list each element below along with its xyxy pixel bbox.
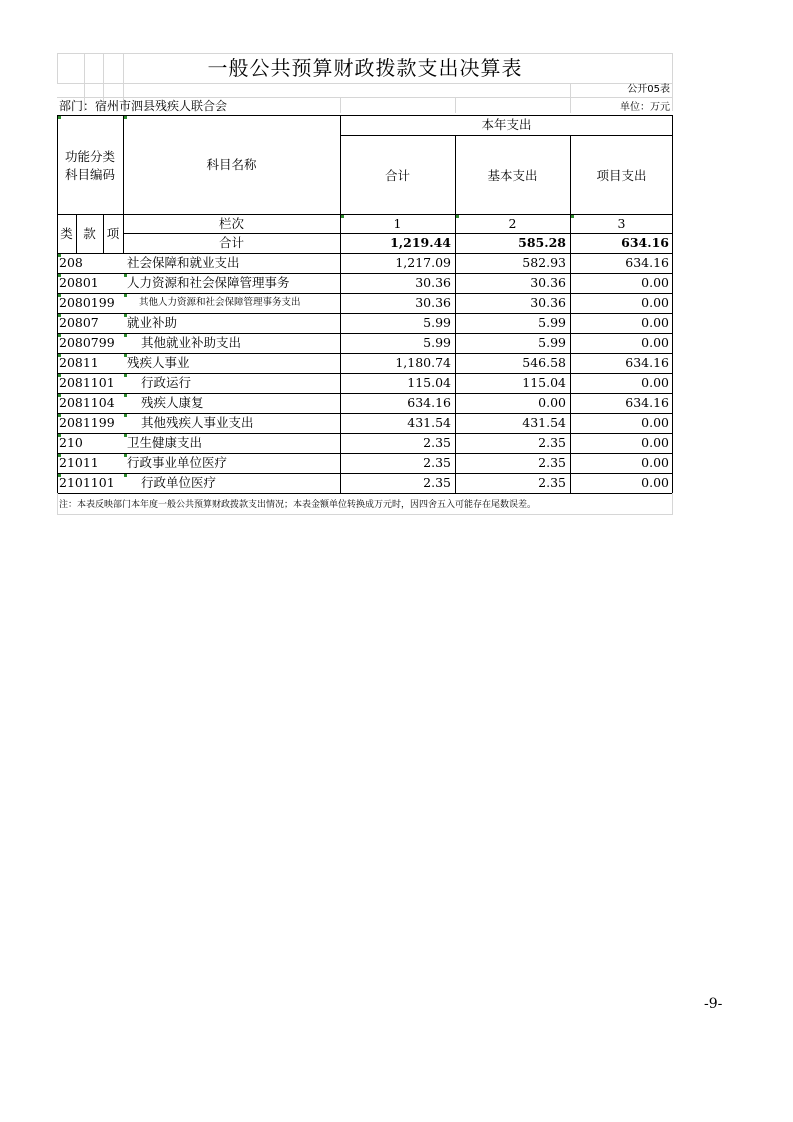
project-header: 项目支出 [596,168,647,183]
row-basic: 2.35 [538,475,566,490]
lei-header: 类 [60,226,73,241]
row-project: 0.00 [641,335,669,350]
row-project: 634.16 [625,255,669,270]
row-name: 行政事业单位医疗 [127,455,228,470]
row-basic: 5.99 [538,335,566,350]
row-code: 208 [59,255,83,270]
row-code: 2101101 [59,475,115,490]
row-basic: 582.93 [522,255,566,270]
row-code: 2081101 [59,375,115,390]
row-name: 其他就业补助支出 [141,335,242,350]
row-total: 30.36 [415,275,451,290]
row-basic: 30.36 [530,295,566,310]
row-basic: 431.54 [522,415,566,430]
row-code: 20807 [59,315,99,330]
page-number: -9- [704,996,723,1012]
row-project: 0.00 [641,455,669,470]
row-basic: 30.36 [530,275,566,290]
row-name: 行政单位医疗 [141,475,217,490]
sum-project: 634.16 [621,235,669,250]
sum-label: 合计 [218,235,244,250]
row-total: 5.99 [423,315,451,330]
row-name: 人力资源和社会保障管理事务 [127,275,290,290]
row-basic: 0.00 [538,395,566,410]
page-title: 一般公共预算财政拨款支出决算表 [207,56,523,80]
basic-header: 基本支出 [487,168,538,183]
row-name: 残疾人康复 [141,395,204,410]
unit-label: 单位：万元 [620,102,670,113]
col3-index: 3 [617,216,626,231]
row-name: 残疾人事业 [127,355,190,370]
department-label: 部门：宿州市泗县残疾人联合会 [59,99,228,113]
row-project: 0.00 [641,295,669,310]
sum-basic: 585.28 [518,235,566,250]
row-total: 1,217.09 [395,255,451,270]
form-code: 公开05表 [627,84,670,95]
sum-total: 1,219.44 [390,235,451,250]
row-name: 其他残疾人事业支出 [141,415,254,430]
column-label: 栏次 [218,216,244,231]
row-basic: 2.35 [538,435,566,450]
func-code-header-2: 科目编码 [64,167,115,182]
row-name: 就业补助 [127,315,178,330]
row-basic: 546.58 [522,355,566,370]
row-code: 20811 [59,355,99,370]
row-total: 2.35 [423,475,451,490]
row-basic: 5.99 [538,315,566,330]
row-project: 634.16 [625,395,669,410]
row-code: 21011 [59,455,99,470]
row-project: 0.00 [641,275,669,290]
row-total: 2.35 [423,435,451,450]
row-code: 210 [59,435,83,450]
row-code: 2081199 [59,415,115,430]
col1-index: 1 [393,216,402,231]
row-basic: 2.35 [538,455,566,470]
row-project: 634.16 [625,355,669,370]
func-code-header-1: 功能分类 [64,149,115,164]
xiang-header: 项 [106,226,120,241]
row-name: 行政运行 [141,375,192,390]
row-name: 其他人力资源和社会保障管理事务支出 [139,297,301,308]
row-total: 115.04 [407,375,451,390]
row-project: 0.00 [641,415,669,430]
current-year-header: 本年支出 [481,117,532,132]
row-total: 431.54 [407,415,451,430]
row-total: 1,180.74 [395,355,451,370]
row-code: 2080799 [59,335,115,350]
row-project: 0.00 [641,375,669,390]
row-total: 5.99 [423,335,451,350]
row-code: 2081104 [59,395,115,410]
row-name: 社会保障和就业支出 [127,255,240,270]
row-total: 634.16 [407,395,451,410]
kuan-header: 款 [83,226,96,241]
subject-name-header: 科目名称 [206,157,257,172]
row-total: 30.36 [415,295,451,310]
table-note: 注：本表反映部门本年度一般公共预算财政拨款支出情况；本表金额单位转换成万元时，因四舍五入可能存在尾数误差。 [59,500,537,510]
row-basic: 115.04 [522,375,566,390]
row-project: 0.00 [641,315,669,330]
total-header: 合计 [384,168,410,183]
row-project: 0.00 [641,475,669,490]
row-project: 0.00 [641,435,669,450]
row-name: 卫生健康支出 [127,435,203,450]
col2-index: 2 [508,216,517,231]
row-code: 2080199 [59,295,115,310]
row-code: 20801 [59,275,99,290]
row-total: 2.35 [423,455,451,470]
